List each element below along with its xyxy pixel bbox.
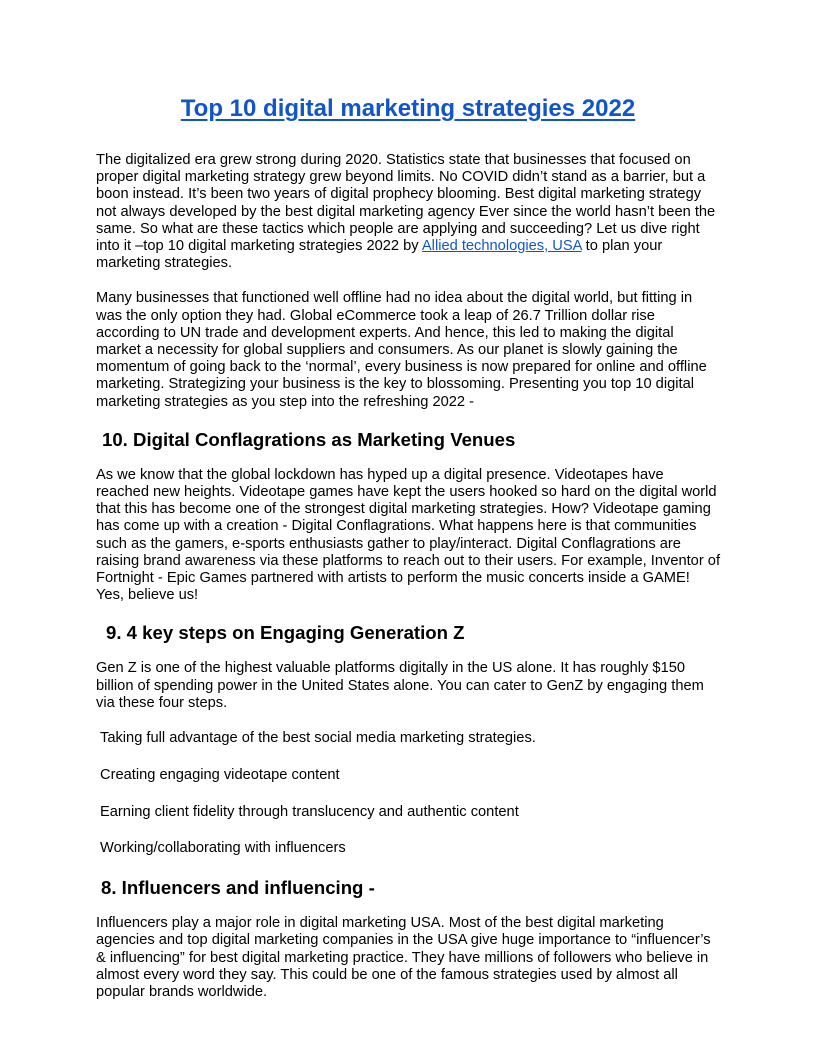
section-9-heading: 9. 4 key steps on Engaging Generation Z [106,622,465,644]
generation-z-step: Taking full advantage of the best social media marketing strategies. [100,730,536,747]
section-10-heading: 10. Digital Conflagrations as Marketing Venues [102,428,516,450]
intro-paragraph-2: Many businesses that functioned well offline had no idea about the digital world, but fitting in was the only option they had. Global eCommerce took a leap of 26.7 Trillion dollar rise according to UN trade and development experts. And hence, this led to making the digital market a necessity for global suppliers and consumers. As our planet is slowly gaining the momentum of going back to the ‘normal’, every business is now prepared for online and offline marketing. Strategizing your business is the key to blossoming. Presenting you top 10 digital marketing strategies as you step into the refreshing 2022 - [96,290,707,410]
generation-z-step: Working/collaborating with influencers [100,840,346,857]
document-title [96,93,720,125]
intro-text-after-link: to plan your marketing strategies. [96,238,663,272]
section-10-body: As we know that the global lockdown has hyped up a digital presence. Videotapes have reached new heights. Videotape games have kept the users hooked so hard on the digital world that this has become one of the strongest digital marketing strategies. How? Videotape gaming has come up with a creation - Digital Conflagrations. What happens here is that communities such as the gamers, e-sports enthusiasts gather to play/interact. Digital Conflagrations are raising brand awareness via these platforms to reach out to their users. For example, Inventor of Fortnight - Epic Games partnered with artists to perform the music concerts inside a GAME! Yes, believe us! [96,466,721,604]
generation-z-step: Earning client fidelity through translucency and authentic content [100,803,519,820]
intro-text-before-link: The digitalized era grew strong during 2020. Statistics state that businesses that focused on proper digital marketing strategy grew beyond limits. No COVID didn’t stand as a barrier, but a boon instead. It’s been two years of digital prophecy blooming. Best digital marketing strategy not always developed by the best digital marketing agency Ever since the world hasn’t been the same. So what are these tactics which people are applying and succeeding? Let us dive right into it –top 10 digital marketing strategies 2022 by [96,152,716,255]
section-8-body: Influencers play a major role in digital marketing USA. Most of the best digital marketing agencies and top digital marketing companies in the USA give huge importance to “influencer’s & influencing” for best digital marketing practice. They have millions of followers who believe in almost every word they say. This could be one of the famous strategies used by almost all popular brands worldwide. [96,915,711,1001]
intro-paragraph-1 [96,152,720,272]
generation-z-step: Creating engaging videotape content [100,766,340,783]
section-9-body: Gen Z is one of the highest valuable platforms digitally in the US alone. It has roughly $150 billion of spending power in the United States alone. You can cater to GenZ by engaging them via these four steps. [96,660,704,711]
title-link[interactable]: Top 10 digital marketing strategies 2022 [180,95,636,122]
allied-technologies-link[interactable]: Allied technologies, USA [421,238,582,255]
section-8-heading: 8. Influencers and influencing - [101,877,375,899]
